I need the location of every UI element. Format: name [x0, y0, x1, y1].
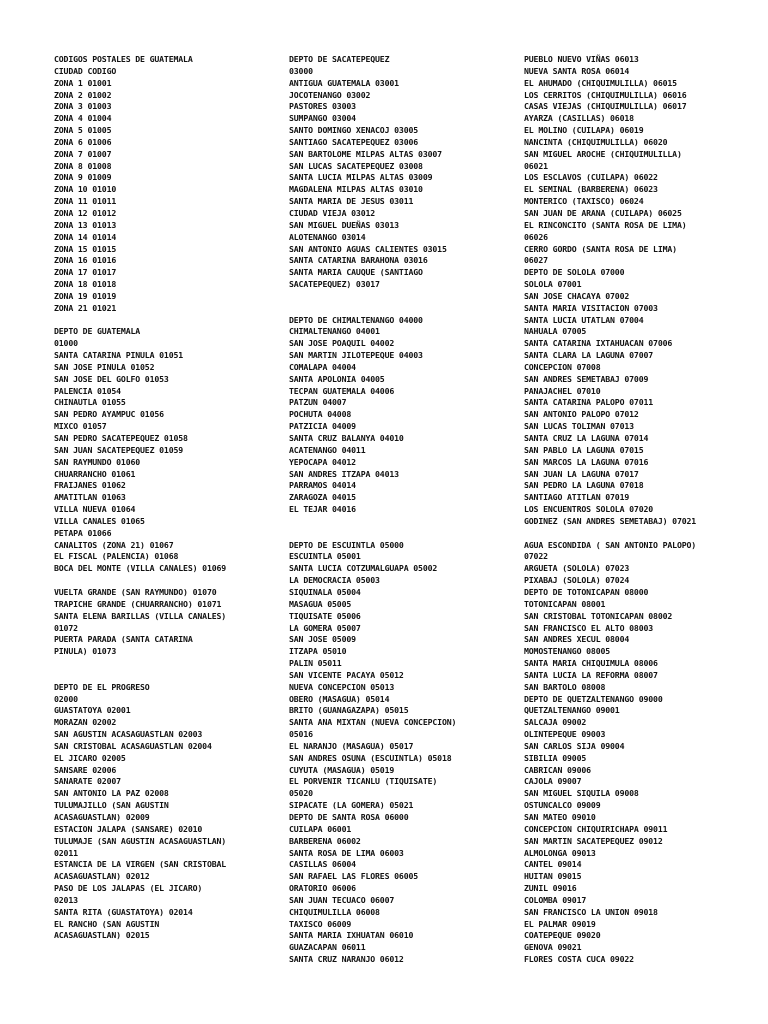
text-line: TULUMAJILLO (SAN AGUSTIN	[54, 800, 169, 811]
text-line: SAN JUAN SACATEPEQUEZ 01059	[54, 444, 184, 455]
text-line: NUEVA CONCEPCION 05013	[289, 681, 395, 692]
text-line: PUEBLO NUEVO VIÑAS 06013	[524, 54, 639, 64]
text-line: ZONA 5 01005	[54, 125, 112, 136]
text-line: 01072	[54, 622, 78, 633]
text-line: SANTA CRUZ BALANYA 04010	[289, 433, 404, 443]
text-line: CHIQUIMULILLA 06008	[289, 906, 380, 917]
text-line: PETAPA 01066	[54, 527, 112, 538]
text-line: SANTA CATARINA IXTAHUACAN 07006	[524, 338, 673, 349]
text-line: OSTUNCALCO 09009	[524, 800, 601, 811]
text-line: CHINAUTLA 01055	[54, 397, 126, 408]
text-line: ACASAGUASTLAN) 02012	[54, 871, 150, 882]
text-line: EL RANCHO (SAN AGUSTIN	[54, 918, 160, 929]
text-line: SANTA CRUZ NARANJO 06012	[289, 954, 404, 965]
text-line: 05016	[289, 729, 313, 740]
text-line: SAN CRISTOBAL ACASAGUASTLAN 02004	[54, 740, 212, 751]
text-line: ACASAGUASTLAN) 02015	[54, 930, 150, 941]
text-line: SAN JUAN LA LAGUNA 07017	[524, 468, 639, 479]
text-line: ZONA 9 01009	[54, 172, 112, 183]
text-line: SAN JOSE PINULA 01052	[54, 361, 155, 372]
text-line: SANTA LUCIA MILPAS ALTAS 03009	[289, 172, 433, 183]
text-line: SANTA ROSA DE LIMA 06003	[289, 847, 404, 858]
text-line: EL RINCONCITO (SANTA ROSA DE LIMA)	[524, 219, 687, 230]
text-line: ESTACION JALAPA (SANSARE) 02010	[54, 823, 203, 834]
text-line: SAN ANDRES XECUL 08004	[524, 634, 630, 645]
text-line: SANTIAGO SACATEPEQUEZ 03006	[289, 136, 419, 147]
text-line: ALMOLONGA 09013	[524, 847, 596, 858]
text-line: EL PALMAR 09019	[524, 918, 596, 929]
text-line: ESCUINTLA 05001	[289, 551, 361, 562]
text-line: DEPTO DE TOTONICAPAN 08000	[524, 586, 649, 597]
text-line: SAN CRISTOBAL TOTONICAPAN 08002	[524, 610, 673, 621]
text-line: SAN MARTIN SACATEPEQUEZ 09012	[524, 835, 663, 846]
text-line: PANAJACHEL 07010	[524, 385, 601, 396]
text-line: SAN JOSE 05009	[289, 634, 356, 645]
text-line: AMATITLAN 01063	[54, 492, 126, 503]
text-line: SANTO DOMINGO XENACOJ 03005	[289, 125, 419, 136]
text-line: 02011	[54, 847, 78, 858]
text-line: GODINEZ (SAN ANDRES SEMETABAJ) 07021	[524, 515, 697, 526]
text-line: SANTA CATARINA PALOPO 07011	[524, 397, 654, 408]
text-line: SIPACATE (LA GOMERA) 05021	[289, 800, 414, 811]
text-line: 06027	[524, 255, 548, 266]
text-line: SANTA MARIA DE JESUS 03011	[289, 196, 414, 207]
text-line: PATZUN 04007	[289, 397, 347, 408]
text-line: SAN RAFAEL LAS FLORES 06005	[289, 871, 419, 882]
text-line: 02013	[54, 894, 78, 905]
text-line: CUYUTA (MASAGUA) 05019	[289, 764, 395, 775]
text-line: GUAZACAPAN 06011	[289, 942, 366, 953]
text-line: CIUDAD CODIGO	[54, 65, 117, 76]
text-line: 01000	[54, 338, 78, 349]
text-line: VUELTA GRANDE (SAN RAYMUNDO) 01070	[54, 586, 217, 597]
text-line: SAN MARCOS LA LAGUNA 07016	[524, 456, 649, 467]
text-line: SAN ANTONIO PALOPO 07012	[524, 409, 639, 420]
text-line: SAN AGUSTIN ACASAGUASTLAN 02003	[54, 729, 203, 740]
text-line: AGUA ESCONDIDA ( SAN ANTONIO PALOPO)	[524, 539, 697, 550]
text-line: CASAS VIEJAS (CHIQUIMULILLA) 06017	[524, 101, 687, 112]
text-line: VILLA NUEVA 01064	[54, 504, 136, 515]
text-line: DEPTO DE QUETZALTENANGO 09000	[524, 693, 663, 704]
text-line: SAN PEDRO SACATEPEQUEZ 01058	[54, 433, 188, 443]
text-line: 06021	[524, 160, 548, 171]
text-line: JOCOTENANGO 03002	[289, 89, 371, 100]
text-line: DEPTO DE SACATEPEQUEZ	[289, 54, 390, 64]
text-line: SANTA MARIA CHIQUIMULA 08006	[524, 658, 658, 669]
text-line: SANTA LUCIA UTATLAN 07004	[524, 314, 644, 325]
text-line: SALCAJA 09002	[524, 717, 587, 728]
text-line: MAGDALENA MILPAS ALTAS 03010	[289, 184, 423, 195]
text-line: LOS ESCLAVOS (CUILAPA) 06022	[524, 172, 658, 183]
blank-line	[54, 575, 280, 587]
text-line: SAN ANTONIO LA PAZ 02008	[54, 788, 169, 799]
text-line: EL PORVENIR TICANLU (TIQUISATE)	[289, 776, 438, 787]
text-line: MOMOSTENANGO 08005	[524, 646, 611, 657]
text-line: COLOMBA 09017	[524, 894, 587, 905]
blank-line	[524, 528, 754, 540]
text-line: CHUARRANCHO 01061	[54, 468, 136, 479]
column-3	[524, 54, 754, 966]
text-line: CHIMALTENANGO 04001	[289, 326, 380, 337]
text-line: SAN ANDRES OSUNA (ESCUINTLA) 05018	[289, 752, 452, 763]
text-line: SAN JUAN TECUACO 06007	[289, 894, 395, 905]
text-line: DEPTO DE SANTA ROSA 06000	[289, 812, 409, 822]
text-line: ZARAGOZA 04015	[289, 492, 356, 503]
text-line: EL SEMINAL (BARBERENA) 06023	[524, 184, 658, 195]
text-line: MASAGUA 05005	[289, 598, 352, 609]
text-line: CIUDAD VIEJA 03012	[289, 207, 376, 218]
text-line: PASTORES 03003	[289, 101, 356, 112]
text-line: EL TEJAR 04016	[289, 504, 356, 515]
text-line: DEPTO DE ESCUINTLA 05000	[289, 539, 404, 550]
text-line: SAN MIGUEL AROCHE (CHIQUIMULILLA)	[524, 148, 682, 159]
text-line: SAN PEDRO AYAMPUC 01056	[54, 409, 164, 420]
text-line: VILLA CANALES 01065	[54, 515, 145, 526]
text-line: SAN RAYMUNDO 01060	[54, 456, 141, 467]
text-line: SANTA CRUZ LA LAGUNA 07014	[524, 433, 649, 443]
text-line: PINULA) 01073	[54, 646, 117, 657]
text-line: GENOVA 09021	[524, 942, 582, 953]
text-line: SANTA RITA (GUASTATOYA) 02014	[54, 906, 193, 917]
text-line: SAN MIGUEL SIQUILA 09008	[524, 788, 639, 799]
blank-line	[289, 528, 515, 540]
text-line: DEPTO DE SOLOLA 07000	[524, 267, 625, 278]
text-line: YEPOCAPA 04012	[289, 456, 356, 467]
text-line: ALOTENANGO 03014	[289, 231, 366, 242]
text-line: SAN PEDRO LA LAGUNA 07018	[524, 480, 644, 491]
text-line: SAN MIGUEL DUEÑAS 03013	[289, 219, 399, 230]
text-line: ZONA 14 01014	[54, 231, 117, 242]
text-line: NAHUALA 07005	[524, 326, 587, 337]
text-line: SAN JUAN DE ARANA (CUILAPA) 06025	[524, 207, 682, 218]
text-line: SANARATE 02007	[54, 776, 121, 787]
text-line: ACASAGUASTLAN) 02009	[54, 812, 150, 822]
text-line: LOS ENCUENTROS SOLOLA 07020	[524, 504, 654, 515]
column-1	[54, 54, 280, 942]
text-line: SANTA CLARA LA LAGUNA 07007	[524, 350, 654, 361]
text-line: FRAIJANES 01062	[54, 480, 126, 491]
text-line: OLINTEPEQUE 09003	[524, 729, 606, 740]
text-line: QUETZALTENANGO 09001	[524, 705, 620, 716]
text-line: DEPTO DE CHIMALTENANGO 04000	[289, 314, 423, 325]
blank-line	[289, 303, 515, 315]
text-line: ZONA 13 01013	[54, 219, 117, 230]
text-line: SAN ANTONIO AGUAS CALIENTES 03015	[289, 243, 447, 254]
blank-line	[289, 291, 515, 303]
text-line: CANALITOS (ZONA 21) 01067	[54, 539, 174, 550]
text-line: PARRAMOS 04014	[289, 480, 356, 491]
text-line: EL NARANJO (MASAGUA) 05017	[289, 740, 414, 751]
text-line: EL JICARO 02005	[54, 752, 126, 763]
column-2	[289, 54, 515, 966]
text-line: CASILLAS 06004	[289, 859, 356, 870]
text-line: SANTA CATARINA BARAHONA 03016	[289, 255, 428, 266]
text-line: ZONA 19 01019	[54, 290, 117, 301]
text-line: 03000	[289, 65, 313, 76]
text-line: BARBERENA 06002	[289, 835, 361, 846]
text-line: 06026	[524, 231, 548, 242]
text-line: LA GOMERA 05007	[289, 622, 361, 633]
text-line: 05020	[289, 788, 313, 799]
text-line: 07022	[524, 551, 548, 562]
text-line: ZONA 21 01021	[54, 302, 117, 313]
text-line: ESTANCIA DE LA VIRGEN (SAN CRISTOBAL	[54, 859, 227, 870]
text-line: SANTA LUCIA LA REFORMA 08007	[524, 669, 658, 680]
text-line: ZONA 18 01018	[54, 279, 117, 290]
text-line: BOCA DEL MONTE (VILLA CANALES) 01069	[54, 563, 227, 574]
text-line: SAN VICENTE PACAYA 05012	[289, 669, 404, 680]
text-line: FLORES COSTA CUCA 09022	[524, 954, 634, 965]
text-line: PIXABAJ (SOLOLA) 07024	[524, 575, 630, 586]
text-line: GUASTATOYA 02001	[54, 705, 131, 716]
text-line: TOTONICAPAN 08001	[524, 598, 606, 609]
text-line: SAN ANDRES SEMETABAJ 07009	[524, 373, 649, 384]
text-line: MIXCO 01057	[54, 421, 107, 432]
text-line: LA DEMOCRACIA 05003	[289, 575, 380, 586]
text-line: TRAPICHE GRANDE (CHUARRANCHO) 01071	[54, 598, 222, 609]
text-line: PALENCIA 01054	[54, 385, 121, 396]
text-line: ARGUETA (SOLOLA) 07023	[524, 563, 630, 574]
text-line: SUMPANGO 03004	[289, 113, 356, 124]
text-line: ZONA 8 01008	[54, 160, 112, 171]
text-line: SANTA APOLONIA 04005	[289, 373, 385, 384]
text-line: SANTA MARIA CAUQUE (SANTIAGO	[289, 267, 423, 278]
text-line: ZONA 12 01012	[54, 207, 117, 218]
text-line: SANTA ELENA BARILLAS (VILLA CANALES)	[54, 610, 227, 621]
text-line: ZONA 2 01002	[54, 89, 112, 100]
text-line: ANTIGUA GUATEMALA 03001	[289, 77, 399, 88]
text-line: PATZICIA 04009	[289, 421, 356, 432]
text-line: CUILAPA 06001	[289, 823, 352, 834]
text-line: ZONA 17 01017	[54, 267, 117, 278]
text-line: MONTERICO (TAXISCO) 06024	[524, 196, 644, 207]
text-line: PALIN 05011	[289, 658, 342, 669]
text-line: COATEPEQUE 09020	[524, 930, 601, 941]
text-line: BRITO (GUANAGAZAPA) 05015	[289, 705, 409, 716]
text-line: EL AHUMADO (CHIQUIMULILLA) 06015	[524, 77, 677, 88]
text-line: CONCEPCION 07008	[524, 361, 601, 372]
text-line: ZONA 4 01004	[54, 113, 112, 124]
text-line: EL FISCAL (PALENCIA) 01068	[54, 551, 179, 562]
text-line: ZONA 6 01006	[54, 136, 112, 147]
blank-line	[54, 315, 280, 327]
blank-line	[289, 516, 515, 528]
text-line: POCHUTA 04008	[289, 409, 352, 420]
text-line: SACATEPEQUEZ) 03017	[289, 279, 380, 290]
text-line: EL MOLINO (CUILAPA) 06019	[524, 125, 644, 136]
text-line: CAJOLA 09007	[524, 776, 582, 787]
text-line: SAN JOSE CHACAYA 07002	[524, 290, 630, 301]
text-line: SANSARE 02006	[54, 764, 117, 775]
text-line: SANTA ANA MIXTAN (NUEVA CONCEPCION)	[289, 717, 457, 728]
text-line: SAN MARTIN JILOTEPEQUE 04003	[289, 350, 423, 361]
text-line: SAN FRANCISCO LA UNION 09018	[524, 906, 658, 917]
text-line: CANTEL 09014	[524, 859, 582, 870]
text-line: SAN MATEO 09010	[524, 812, 596, 822]
text-line: COMALAPA 04004	[289, 361, 356, 372]
text-line: CABRICAN 09006	[524, 764, 591, 775]
text-line: SIQUINALA 05004	[289, 586, 361, 597]
text-line: ZONA 7 01007	[54, 148, 112, 159]
text-line: SANTIAGO ATITLAN 07019	[524, 492, 630, 503]
text-line: TIQUISATE 05006	[289, 610, 361, 621]
text-line: SIBILIA 09005	[524, 752, 587, 763]
text-line: DEPTO DE EL PROGRESO	[54, 681, 150, 692]
text-line: DEPTO DE GUATEMALA	[54, 326, 141, 337]
text-line: SAN FRANCISCO EL ALTO 08003	[524, 622, 654, 633]
text-line: OBERO (MASAGUA) 05014	[289, 693, 390, 704]
text-line: ORATORIO 06006	[289, 883, 356, 894]
text-line: SOLOLA 07001	[524, 279, 582, 290]
text-line: NANCINTA (CHIQUIMULILLA) 06020	[524, 136, 668, 147]
text-line: CODIGOS POSTALES DE GUATEMALA	[54, 54, 193, 64]
text-line: ZONA 10 01010	[54, 184, 117, 195]
text-line: NUEVA SANTA ROSA 06014	[524, 65, 630, 76]
text-line: SANTA CATARINA PINULA 01051	[54, 350, 184, 361]
text-line: ZONA 3 01003	[54, 101, 112, 112]
text-line: HUITAN 09015	[524, 871, 582, 882]
text-line: ZUNIL 09016	[524, 883, 577, 894]
text-line: 02000	[54, 693, 78, 704]
text-line: ZONA 16 01016	[54, 255, 117, 266]
text-line: ZONA 11 01011	[54, 196, 117, 207]
text-line: ACATENANGO 04011	[289, 444, 366, 455]
text-line: SAN JOSE POAQUIL 04002	[289, 338, 395, 349]
text-line: PASO DE LOS JALAPAS (EL JICARO)	[54, 883, 203, 894]
text-line: PUERTA PARADA (SANTA CATARINA	[54, 634, 193, 645]
text-line: AYARZA (CASILLAS) 06018	[524, 113, 634, 124]
text-line: SAN LUCAS SACATEPEQUEZ 03008	[289, 160, 423, 171]
text-line: ZONA 1 01001	[54, 77, 112, 88]
text-line: SAN BARTOLOME MILPAS ALTAS 03007	[289, 148, 442, 159]
text-line: LOS CERRITOS (CHIQUIMULILLA) 06016	[524, 89, 687, 100]
text-line: ITZAPA 05010	[289, 646, 347, 657]
text-line: TULUMAJE (SAN AGUSTIN ACASAGUASTLAN)	[54, 835, 227, 846]
text-line: SANTA MARIA IXHUATAN 06010	[289, 930, 414, 941]
text-line: SAN CARLOS SIJA 09004	[524, 740, 625, 751]
text-line: SAN LUCAS TOLIMAN 07013	[524, 421, 634, 432]
text-line: SANTA LUCIA COTZUMALGUAPA 05002	[289, 563, 438, 574]
text-line: SAN PABLO LA LAGUNA 07015	[524, 444, 644, 455]
text-line: SAN JOSE DEL GOLFO 01053	[54, 373, 169, 384]
blank-line	[54, 670, 280, 682]
text-line: CERRO GORDO (SANTA ROSA DE LIMA)	[524, 243, 677, 254]
text-line: SAN ANDRES ITZAPA 04013	[289, 468, 399, 479]
text-line: TAXISCO 06009	[289, 918, 352, 929]
text-line: ZONA 15 01015	[54, 243, 117, 254]
text-line: SAN BARTOLO 08008	[524, 681, 606, 692]
text-line: SANTA MARIA VISITACION 07003	[524, 302, 658, 313]
text-line: MORAZAN 02002	[54, 717, 117, 728]
text-line: CONCEPCION CHIQUIRICHAPA 09011	[524, 823, 668, 834]
blank-line	[54, 658, 280, 670]
text-line: TECPAN GUATEMALA 04006	[289, 385, 395, 396]
